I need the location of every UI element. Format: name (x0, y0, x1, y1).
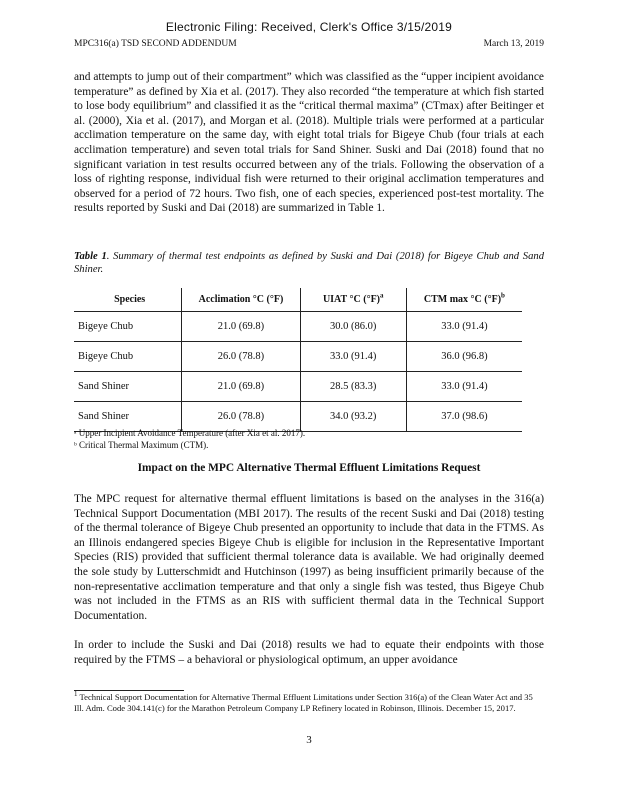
page-footnote (74, 692, 544, 713)
table-footnote-b: ᵇ Critical Thermal Maximum (CTM). (74, 440, 209, 450)
col-header-ctm: CTM max °C $(^\circ F)^b$ (406, 288, 522, 312)
table-row (74, 342, 522, 372)
thermal-endpoints-table (74, 288, 522, 432)
table-header-row (74, 288, 522, 312)
running-header-title: MPC316(a) TSD SECOND ADDENDUM (74, 39, 237, 49)
paragraph-3: In order to include the Suski and Dai (2018) results we had to equate their endpoints with those required by the FTMS – a behavioral or physiological optimum, an upper avoidance (74, 639, 544, 666)
cell-species: Sand Shiner (74, 372, 182, 402)
cell-species: Sand Shiner (74, 402, 182, 432)
table-caption-label: Table 1 (74, 251, 107, 262)
cell-ctm: 33.0 (91.4) (406, 372, 522, 402)
table-row (74, 372, 522, 402)
cell-acclimation: 26.0 (78.8) (182, 402, 300, 432)
paragraph-2: The MPC request for alternative thermal effluent limitations is based on the analyses in the 316(a) Technical Support Documentation (MBI 2017). The results of the recent Suski and Dai (2018) testing of the thermal tolerance of Bigeye Chub presented an opportunity to include that data in the FTMS. As an Illinois endangered species Bigeye Chub is eligible for inclusion in the Representative Important Species (RIS) provided that sufficient thermal tolerance data is available. We had originally deemed the sole study by Lutterschmidt and Hutchinson (1997) as being insufficient primarily because of the non-representative acclimation temperature and that only a single fish was tested, thus Bigeye Chub was not included in the FTMS as an RIS with sufficient thermal data in the Technical Support Documentation. (74, 493, 544, 622)
filing-stamp: Electronic Filing: Received, Clerk's Office 3/15/2019 (165, 20, 453, 34)
col-header-species: Species (74, 288, 182, 312)
table-row (74, 312, 522, 342)
table-footnote-a: ᵃ Upper Incipient Avoidance Temperature (after Xia et al. 2017). (74, 428, 306, 438)
cell-ctm: 33.0 (91.4) (406, 312, 522, 342)
page-number: 3 (306, 734, 312, 746)
table-caption (74, 250, 544, 276)
footnote-divider (74, 690, 184, 691)
paragraph-1: and attempts to jump out of their compartment” which was classified as the “upper incipient avoidance temperature” as defined by Xia et al. (2017). They also recorded “the temperature at which fish started to lose body equilibrium” and classified it as the “critical thermal maxima” (CTmax) after Beitinger et al. (2000), Xia et al. (2017), and Morgan et al. (2018). Multiple trials were performed at a particular acclimation temperature on the same day, with eight total trials for Bigeye Chub (four trials at each acclimation temperature) and seven total trials for Sand Shiner. Suski and Dai (2018) found that no significant variation in test results occurred between any of the trials. Following the observation of a loss of righting response, individual fish were returned to their original acclimation temperatures and observed for a period of 72 hours. Two fish, one of each species, experienced post-test mortality. The results reported by Suski and Dai (2018) are summarized in Table 1. (74, 71, 544, 215)
footnote-text: Technical Support Documentation for Alternative Thermal Effluent Limitations under Section 316(a) of the Clean Water Act and 35 Ill. Adm. Code 304.141(c) for the Marathon Petroleum Company LP Refinery located in Robinson, Illinois. December 15, 2017. (74, 692, 533, 713)
cell-species: Bigeye Chub (74, 342, 182, 372)
cell-uiat: 33.0 (91.4) (300, 342, 406, 372)
cell-acclimation: 21.0 (69.8) (182, 372, 300, 402)
section-heading: Impact on the MPC Alternative Thermal Effluent Limitations Request (137, 462, 481, 474)
cell-acclimation: 26.0 (78.8) (182, 342, 300, 372)
cell-ctm: 37.0 (98.6) (406, 402, 522, 432)
cell-acclimation: 21.0 (69.8) (182, 312, 300, 342)
footnote-marker: 1 (74, 690, 78, 699)
col-header-uiat: UIAT °C $(^\circ F)^a$ (300, 288, 406, 312)
table-caption-text: . Summary of thermal test endpoints as defined by Suski and Dai (2018) for Bigeye Chub and Sand Shiner. (74, 251, 544, 275)
cell-ctm: 36.0 (96.8) (406, 342, 522, 372)
cell-uiat: 30.0 (86.0) (300, 312, 406, 342)
running-header-date: March 13, 2019 (483, 39, 544, 49)
cell-species: Bigeye Chub (78, 321, 134, 332)
cell-uiat: 34.0 (93.2) (300, 402, 406, 432)
col-header-acclimation: Acclimation °C (°F) (182, 288, 300, 312)
table-row (74, 402, 522, 432)
cell-uiat: 28.5 (83.3) (300, 372, 406, 402)
